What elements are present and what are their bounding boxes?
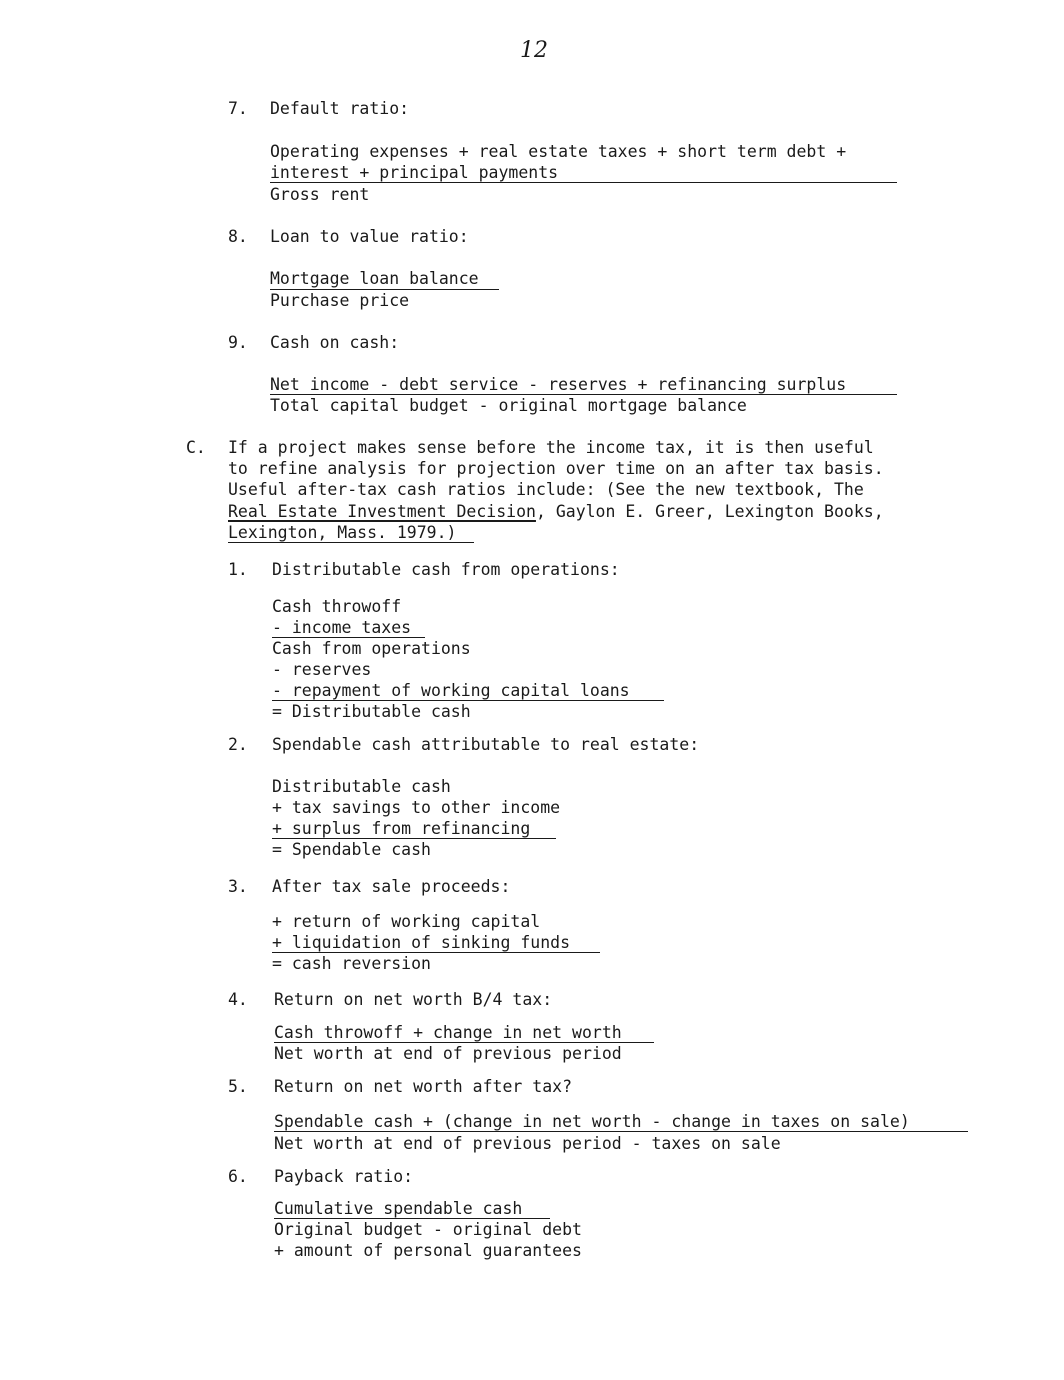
c6-label: 6. [228, 1167, 248, 1186]
item-7-numerator-line2: interest + principal payments [270, 163, 559, 182]
c1-title: Distributable cash from operations: [272, 560, 620, 579]
c6-denominator-line1: Original budget - original debt [274, 1220, 582, 1239]
c3-computation [272, 911, 570, 974]
c3-rule [272, 952, 600, 953]
c6-numerator: Cumulative spendable cash [274, 1199, 523, 1218]
c2-line: = Spendable cash [272, 840, 431, 859]
c6-denominator-line2: + amount of personal guarantees [274, 1241, 582, 1260]
c5-label: 5. [228, 1077, 248, 1096]
c1-line: - reserves [272, 660, 372, 679]
c1-label: 1. [228, 560, 248, 579]
c3-line: + liquidation of sinking funds [272, 933, 571, 952]
item-9-title: Cash on cash: [270, 333, 400, 352]
item-7-numerator-line1: Operating expenses + real estate taxes + short term debt + [270, 142, 847, 161]
c1-line: = Distributable cash [272, 702, 471, 721]
c2-line: + surplus from refinancing [272, 819, 531, 838]
section-c-line5: Lexington, Mass. 1979.) [228, 523, 457, 542]
item-7-denominator: Gross rent [270, 185, 370, 204]
c1-line: - repayment of working capital loans [272, 681, 630, 700]
section-c-underline [228, 542, 474, 543]
c2-title: Spendable cash attributable to real estate: [272, 735, 700, 754]
section-c-line3: Useful after-tax cash ratios include: (See the new textbook, The [228, 480, 864, 499]
c2-label: 2. [228, 735, 248, 754]
page-number: 12 [520, 38, 548, 63]
item-9-numerator: Net income - debt service - reserves + refinancing surplus [270, 375, 847, 394]
c1-computation [272, 596, 630, 722]
c1-rule-2 [272, 700, 664, 701]
item-7-fraction-bar [270, 182, 897, 183]
book-citation: , Gaylon E. Greer, Lexington Books, [535, 502, 884, 521]
c5-numerator: Spendable cash + (change in net worth - change in taxes on sale) [274, 1112, 910, 1131]
item-7-label: 7. [228, 99, 248, 118]
c3-line: = cash reversion [272, 954, 431, 973]
c3-title: After tax sale proceeds: [272, 877, 511, 896]
book-title: Real Estate Investment Decision [228, 502, 536, 521]
item-8-label: 8. [228, 227, 248, 246]
item-8-numerator: Mortgage loan balance [270, 269, 479, 288]
c2-line: Distributable cash [272, 777, 451, 796]
section-c-line2: to refine analysis for projection over time on an after tax basis. [228, 459, 884, 478]
item-7-title: Default ratio: [270, 99, 410, 118]
c2-computation [272, 776, 560, 860]
section-c-line4 [228, 501, 884, 522]
item-9-label: 9. [228, 333, 248, 352]
c5-denominator: Net worth at end of previous period - taxes on sale [274, 1134, 781, 1153]
c1-rule-1 [272, 637, 425, 638]
item-8-title: Loan to value ratio: [270, 227, 469, 246]
c3-label: 3. [228, 877, 248, 896]
c4-label: 4. [228, 990, 248, 1009]
c6-title: Payback ratio: [274, 1167, 414, 1186]
c2-line: + tax savings to other income [272, 798, 561, 817]
section-c-label: C. [186, 438, 206, 457]
c4-title: Return on net worth B/4 tax: [274, 990, 553, 1009]
c1-line: - income taxes [272, 618, 412, 637]
c4-numerator: Cash throwoff + change in net worth [274, 1023, 622, 1042]
item-8-denominator: Purchase price [270, 291, 410, 310]
c1-line: Cash from operations [272, 639, 471, 658]
c1-line: Cash throwoff [272, 597, 402, 616]
c5-fraction-bar [274, 1131, 968, 1132]
item-9-denominator: Total capital budget - original mortgage balance [270, 396, 747, 415]
c5-title: Return on net worth after tax? [274, 1077, 573, 1096]
c3-line: + return of working capital [272, 912, 541, 931]
section-c-line1: If a project makes sense before the income tax, it is then useful [228, 438, 874, 457]
c4-denominator: Net worth at end of previous period [274, 1044, 622, 1063]
c2-rule [272, 838, 556, 839]
